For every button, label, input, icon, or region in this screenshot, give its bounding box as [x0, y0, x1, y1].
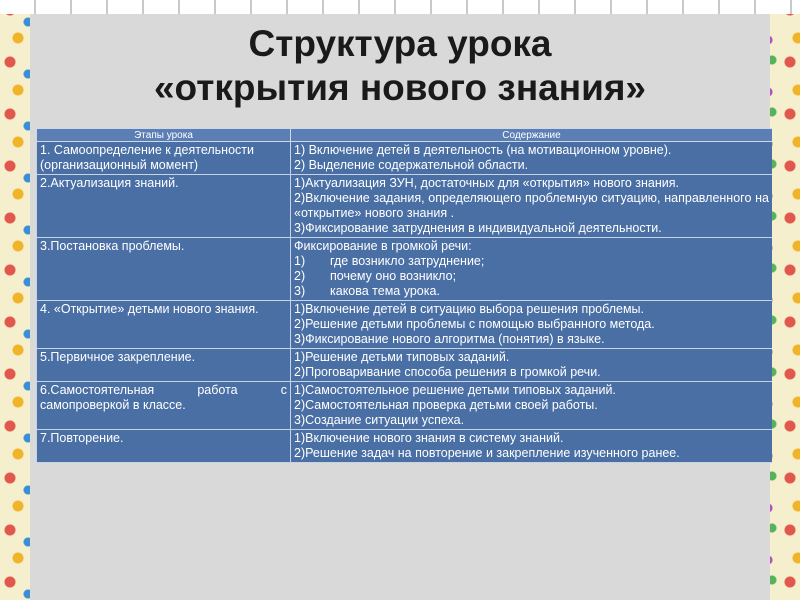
content-cell	[291, 142, 773, 175]
content-line: 1)Решение детьми типовых заданий.	[294, 350, 510, 364]
content-cell	[291, 238, 773, 301]
item-text: почему оно возникло;	[330, 269, 457, 283]
item-text: где возникло затруднение;	[330, 254, 485, 268]
content-line: 2) Выделение содержательной области.	[294, 158, 529, 172]
table-row	[37, 142, 773, 175]
header-content: Содержание	[291, 129, 773, 142]
decorative-top-strip	[0, 0, 800, 14]
content-line: 1)Включение нового знания в систему знаний.	[294, 431, 564, 445]
stage-cell: 1. Самоопределение к деятельности (организационный момент)	[37, 142, 291, 175]
content-cell	[291, 430, 773, 463]
item-number: 3)	[294, 284, 306, 298]
table-row	[37, 238, 773, 301]
content-line: 1)Самостоятельное решение детьми типовых заданий.	[294, 383, 616, 397]
content-cell	[291, 301, 773, 349]
content-line: 2)Проговаривание способа решения в громкой речи.	[294, 365, 601, 379]
item-text: какова тема урока.	[330, 284, 440, 298]
content-cell	[291, 349, 773, 382]
stage-cell: 4. «Открытие» детьми нового знания.	[37, 301, 291, 349]
content-line: 3)Фиксирование затруднения в индивидуальной деятельности.	[294, 221, 662, 235]
table-header-row	[37, 129, 773, 142]
slide-title	[30, 22, 770, 110]
stage-cell: 7.Повторение.	[37, 430, 291, 463]
content-line: 2)Решение детьми проблемы с помощью выбранного метода.	[294, 317, 655, 331]
numbered-item	[294, 284, 769, 299]
header-stages: Этапы урока	[37, 129, 291, 142]
table-row	[37, 430, 773, 463]
stage-cell: 2.Актуализация знаний.	[37, 175, 291, 238]
content-line: 1)Актуализация ЗУН, достаточных для «открытия» нового знания.	[294, 176, 680, 190]
numbered-item	[294, 269, 769, 284]
table-row	[37, 301, 773, 349]
content-cell	[291, 175, 773, 238]
item-number: 1)	[294, 254, 306, 268]
stage-cell: 5.Первичное закрепление.	[37, 349, 291, 382]
table-row	[37, 349, 773, 382]
table-row	[37, 175, 773, 238]
item-number: 2)	[294, 269, 306, 283]
table-row	[37, 382, 773, 430]
stage-cell: 6.Самостоятельная работа с самопроверкой в классе.	[37, 382, 291, 430]
content-line: 1) Включение детей в деятельность (на мотивационном уровне).	[294, 143, 672, 157]
content-line: 3)Фиксирование нового алгоритма (понятия) в языке.	[294, 332, 605, 346]
lesson-structure-table-wrapper	[36, 128, 772, 600]
content-line: 2)Самостоятельная проверка детьми своей работы.	[294, 398, 598, 412]
content-line: 2)Решение задач на повторение и закрепление изученного ранее.	[294, 446, 680, 460]
content-line: Фиксирование в громкой речи:	[294, 239, 472, 253]
numbered-item	[294, 254, 769, 269]
content-line: 3)Создание ситуации успеха.	[294, 413, 465, 427]
slide-title-line-2: «открытия нового знания»	[153, 67, 647, 108]
content-cell	[291, 382, 773, 430]
slide-title-line-1: Структура урока	[248, 23, 552, 64]
lesson-structure-table	[36, 128, 772, 463]
content-line: 1)Включение детей в ситуацию выбора решения проблемы.	[294, 302, 645, 316]
stage-cell: 3.Постановка проблемы.	[37, 238, 291, 301]
content-line: 2)Включение задания, определяющего проблемную ситуацию, направленного на «открытие» нового знания .	[294, 191, 769, 220]
